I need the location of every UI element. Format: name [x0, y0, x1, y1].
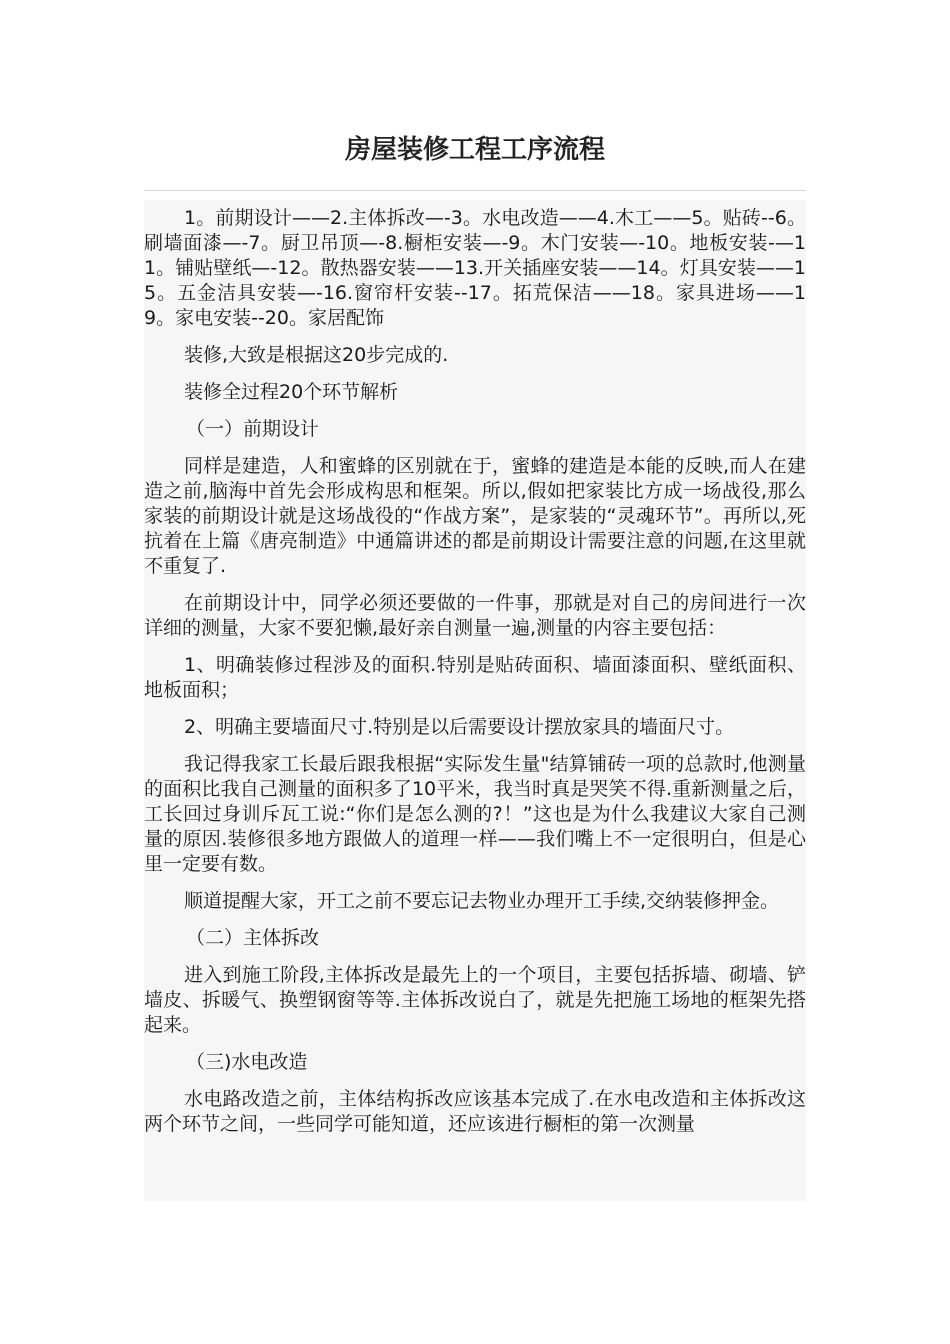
paragraph-demolition: 进入到施工阶段,主体拆改是最先上的一个项目，主要包括拆墙、砌墙、铲墙皮、拆暖气、换塑钢窗等等.主体拆改说白了，就是先把施工场地的框架先搭起来。 — [144, 964, 806, 1036]
section-heading-plumbing: （三)水电改造 — [186, 1051, 308, 1073]
paragraph-anecdote: 我记得我家工长最后跟我根据“实际发生量"结算铺砖一项的总款时,他测量的面积比我自己测量的面积多了10平米，我当时真是哭笑不得.重新测量之后，工长回过身训斥瓦工说:“你们是怎么测的?！”这也是为什么我建议大家自己测量的原因.装修很多地方跟做人的道理一样——我们嘴上不一定很明白，但是心里一定要有数。 — [144, 753, 806, 875]
paragraph-analysis-heading: 装修全过程20个环节解析 — [184, 381, 399, 403]
section-heading-design: （一）前期设计 — [186, 418, 320, 440]
paragraph-reminder: 顺道提醒大家，开工之前不要忘记去物业办理开工手续,交纳装修押金。 — [184, 890, 780, 912]
document-body — [144, 200, 806, 1201]
paragraph-summary: 装修,大致是根据这20步完成的. — [184, 344, 449, 366]
title-divider — [144, 190, 806, 191]
paragraph-process-steps: 1。前期设计——2.主体拆改—-3。水电改造——4.木工——5。贴砖--6。刷墙面漆—-7。厨卫吊顶—-8.橱柜安装—-9。木门安装—-10。地板安装-—11。铺贴壁纸—-12。散热器安装——13.开关插座安装——14。灯具安装——15。五金洁具安装—-16.窗帘杆安装--17。拓荒保洁——18。家具进场——19。家电安装--20。家居配饰 — [144, 207, 806, 329]
paragraph-plumbing: 水电路改造之前，主体结构拆改应该基本完成了.在水电改造和主体拆改这两个环节之间，一些同学可能知道，还应该进行橱柜的第一次测量 — [144, 1088, 806, 1135]
paragraph-measure-item-2: 2、明确主要墙面尺寸.特别是以后需要设计摆放家具的墙面尺寸。 — [184, 716, 735, 738]
paragraph-measurement: 在前期设计中，同学必须还要做的一件事，那就是对自己的房间进行一次详细的测量，大家不要犯懒,最好亲自测量一遍,测量的内容主要包括： — [144, 592, 806, 639]
paragraph-design-intro: 同样是建造，人和蜜蜂的区别就在于，蜜蜂的建造是本能的反映,而人在建造之前,脑海中首先会形成构思和框架。所以,假如把家装比方成一场战役,那么家装的前期设计就是这场战役的“作战方案”，是家装的“灵魂环节”。再所以,死抗着在上篇《唐亮制造》中通篇讲述的都是前期设计需要注意的问题,在这里就不重复了. — [144, 455, 806, 577]
paragraph-measure-item-1: 1、明确装修过程涉及的面积.特别是贴砖面积、墙面漆面积、壁纸面积、地板面积； — [144, 654, 806, 701]
section-heading-demolition: （二）主体拆改 — [186, 927, 320, 949]
document-title: 房屋装修工程工序流程 — [344, 135, 605, 165]
